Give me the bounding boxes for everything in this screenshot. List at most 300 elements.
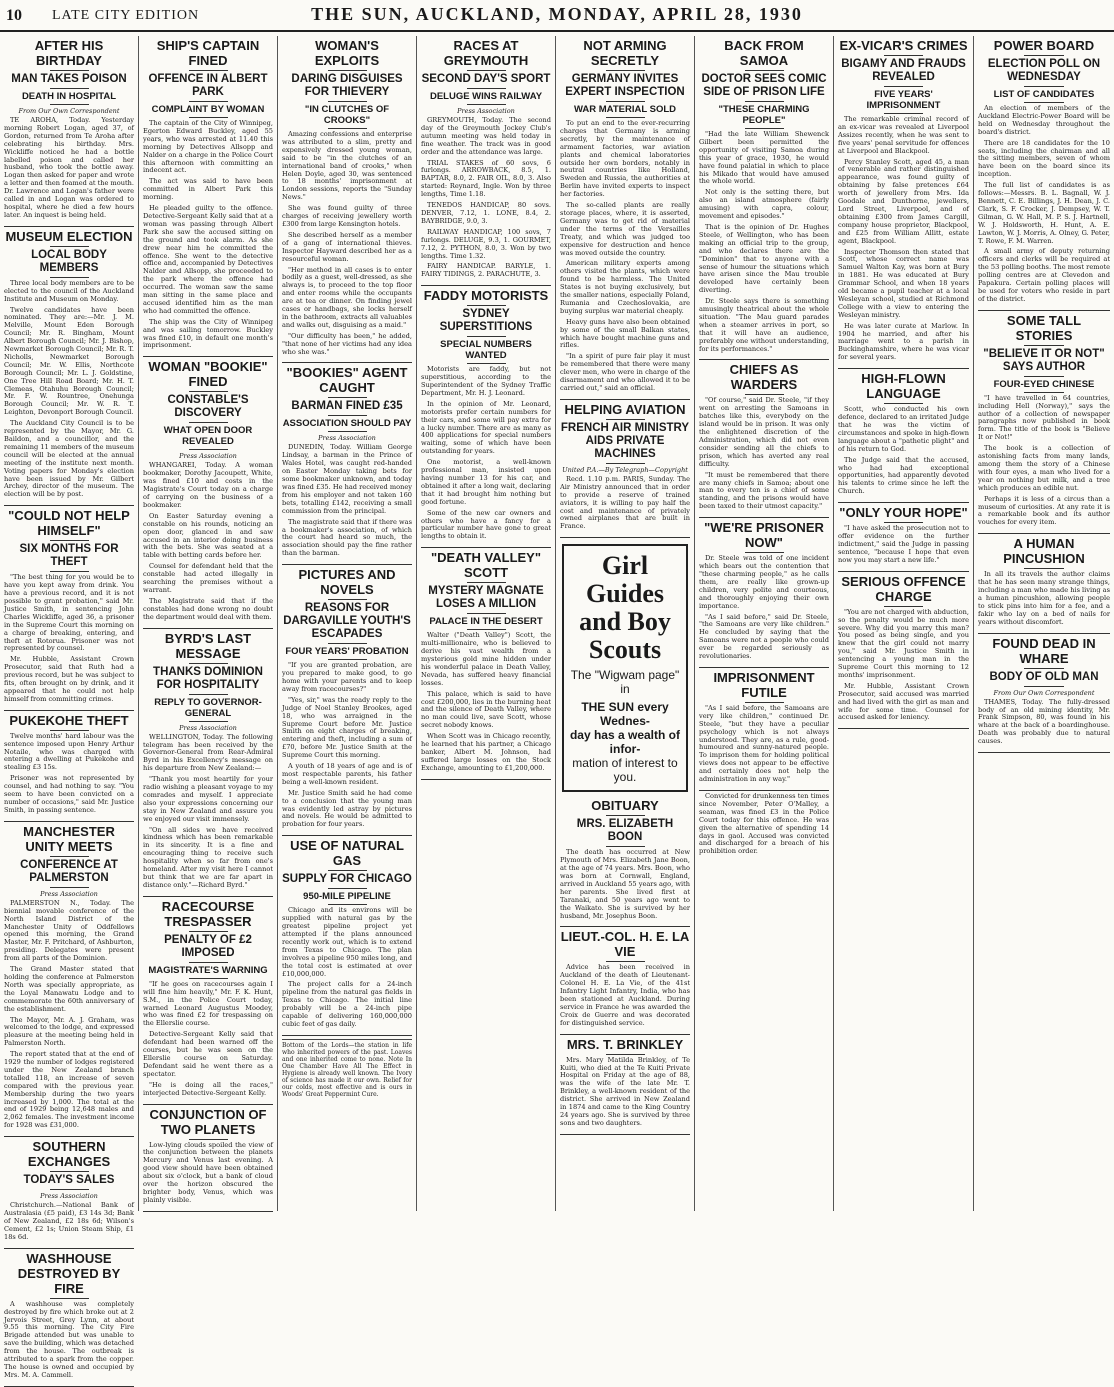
article xyxy=(978,313,1110,528)
article xyxy=(560,1037,690,1128)
body-paragraph: "Yes, sir," was the ready reply to the Judge of Noel Stanley Brookes, aged 18, who was arraigned in the Supreme Court before Mr. Justice Smith on eight charges of breaking, entering and theft, including a sum of £70, before Mr. Justice Smith at the Supreme Court this morning. xyxy=(282,695,412,760)
headline-rule xyxy=(606,961,645,962)
article xyxy=(4,229,134,499)
column-divider xyxy=(4,505,134,506)
headline-rule xyxy=(1024,55,1064,56)
byline: United P.A.—By Telegraph—Copyright xyxy=(562,465,688,474)
body-paragraph: "Of course," said Dr. Steele, "if they went on arresting the Samoans in batches like this, everybody on the island would be in prison. It was only the enlightened discretion of the Administration, which did not even consider sending all the chiefs to prison, which has averted any real difficulty. xyxy=(699,396,829,468)
body-paragraph: "If he goes on racecourses again I will fine him heavily," Mr. F. K. Hunt, S.M., in the Police Court today, warned Leonard Augustus Moodey, who was fined £2 for trespassing on the Ellerslie course. xyxy=(143,979,273,1028)
article xyxy=(560,38,690,393)
headline-rule xyxy=(328,904,367,905)
subheadline: WHAT OPEN DOOR REVEALED xyxy=(163,425,253,448)
article xyxy=(560,929,690,1027)
column-divider xyxy=(560,1134,690,1135)
subheadline: MAN TAKES POISON xyxy=(11,73,127,85)
headline-rule xyxy=(50,856,89,857)
headline-rule xyxy=(50,88,89,89)
headline-rule xyxy=(328,888,367,889)
body-paragraph: "Had the late William Shewenck Gilbert been permitted the opportunity of visiting Samoa during this year of grace, 1930, he would have found palatial in which to place his Mikado that would have amused the whole world. xyxy=(699,130,829,186)
body-paragraph: "Her method in all cases is to enter bodily as a guest, well-dressed, as she always is, to proceed to the top floor and enter rooms while the occupants are at tea or dinner. On finding jewel cases or handbags, she locks herself in the bathroom, extracts all valuables and walks out, disguising as a maid." xyxy=(282,265,412,329)
headline-rule xyxy=(467,88,506,89)
body-paragraph: "It must be remembered that there are many chiefs in Samoa; about one man to every ten is a chief of some standing, and the prisons would have been taxed to their utmost capacity." xyxy=(699,470,829,511)
article xyxy=(699,520,829,661)
headline-rule xyxy=(606,117,645,118)
column-divider xyxy=(421,779,551,780)
body-paragraph: Mr. Hubble, Assistant Crown Prosecutor, said accused was married and had lived with the girl as man and wife for some time. Counsel for accused asked for leniency. xyxy=(838,681,969,722)
body-paragraph: TE AROHA, Today. Yesterday morning Robert Logan, aged 37, of Gordon, returned from Te Aroha after celebrating his birthday. Mrs. Wickliffe noticed he had a bottle labelled poison and called her husband, who took the bottle away. Logan then asked for paper and wrote a letter and then foamed at the mouth. Dr. Lawrence and Logan's father were called in and Logan was ordered to hospital, where he died a few hours later. An inquest is being held. xyxy=(4,116,134,219)
byline: Press Association xyxy=(179,723,237,732)
subheadline: SIX MONTHS FOR THEFT xyxy=(19,543,119,569)
body-paragraph: He was later curate at Marlow. In 1904 he married, and after his marriage went to a parish in Buckinghamshire, where he was vicar for several years. xyxy=(838,321,969,362)
headline-rule xyxy=(606,815,645,816)
subheadline: FRENCH AIR MINISTRY AIDS PRIVATE MACHINES xyxy=(560,421,690,460)
column-divider xyxy=(143,628,273,629)
column-divider xyxy=(838,368,969,369)
headline-rule xyxy=(189,101,228,102)
headline: LIEUT.-COL. H. E. LA VIE xyxy=(560,929,690,960)
column-divider xyxy=(143,896,273,897)
girl-guides-advert xyxy=(562,544,688,792)
body-paragraph: This palace, which is said to have cost £200,000, lies in the burning heat and the silence of Death Valley, where no man could live, save Scott, whose secret nobody knows. xyxy=(421,689,551,730)
article xyxy=(838,371,969,496)
body-paragraph: A washhouse was completely destroyed by fire which broke out at 2 Jervois Street, Grey Lynn, at about 9.55 this morning. The City Fire Brigade attended but was unable to save the building, which was detached from the house. The outbreak is attributed to a spark from the copper. The house is owned and occupied by Mrs. M. A. Cammell. xyxy=(4,1299,134,1379)
article xyxy=(282,365,412,558)
body-paragraph: RAILWAY HANDICAP, 100 sovs, 7 furlongs. DELUGE, 9.3, 1. GOURMET, 7.12, 2. PYTHON, 8.0, 3. Won by two lengths. Time 1.32. xyxy=(421,227,551,260)
subheadline: DOCTOR SEES COMIC SIDE OF PRISON LIFE xyxy=(701,73,827,98)
headline: CHIEFS AS WARDERS xyxy=(729,362,799,393)
column-1 xyxy=(0,36,139,1379)
body-paragraph: Some of the new car owners and others who have a fancy for a particular number have gone to great lengths to obtain it. xyxy=(421,508,551,541)
body-paragraph: Recd. 1.10 p.m. PARIS, Sunday. The Air Ministry announced that in order to provide a reserve of trained aviators, it is willing to pay half the cost and maintenance of privately owned airplanes that are built in France. xyxy=(560,474,690,531)
headline-rule xyxy=(189,663,228,664)
headline-rule xyxy=(1024,376,1064,377)
headline-rule xyxy=(189,694,228,695)
body-paragraph: Mr. Hubble, Assistant Crown Prosecutor, said that Ruth had a previous record, but he was subject to fits, often brought on by drink, and it appeared that he could not help himself from committing crimes. xyxy=(4,655,134,703)
headline: BACK FROM SAMOA xyxy=(724,38,804,68)
body-paragraph: Low-lying clouds spoiled the view of the conjunction between the planets Mercury and Venus last evening. A good view should have been obtained about six o'clock, but a bank of cloud over the horizon obscured the brighter body, Venus, which was plainly visible. xyxy=(143,1140,273,1204)
column-divider xyxy=(4,710,134,711)
body-paragraph: The Mayor, Mr. A. J. Graham, was welcomed to the lodge, and expressed pleasure at the meeting being held in Palmerston North. xyxy=(4,1015,134,1048)
column-divider xyxy=(4,1136,134,1137)
body-paragraph: "I have travelled in 64 countries, including Hell (Norway)," says the author of a collection of newspaper paragraphs now published in book form. The title of the book is "Believe It or Not!" xyxy=(978,393,1110,442)
headline-rule xyxy=(50,730,89,731)
article xyxy=(699,670,829,784)
headline-rule xyxy=(467,305,506,306)
body-paragraph: THAMES, Today. The fully-dressed body of an old mining identity, Mr. Frank Simpson, 80, was found in his whare at the back of a boardinghouse. Death was probably due to natural causes. xyxy=(978,697,1110,746)
article xyxy=(560,402,690,531)
headline-rule xyxy=(328,397,367,398)
article xyxy=(4,1139,134,1242)
headline: SOUTHERN EXCHANGES xyxy=(27,1139,111,1170)
headline-rule xyxy=(1024,686,1064,687)
body-paragraph: On Easter Saturday evening a constable on his rounds, noticing an open door, glanced in and saw accused in an interior doing business with the bets. She was seated at a table with betting cards before her. xyxy=(143,511,273,560)
page-number: 10 xyxy=(6,7,22,24)
column-7 xyxy=(834,36,974,1211)
column-2 xyxy=(139,36,278,1211)
subheadline: SPECIAL NUMBERS WANTED xyxy=(440,339,532,362)
headline-rule xyxy=(189,931,228,932)
body-paragraph: In all its travels the author claims that he has seen many strange things, including a man who made his living as a human pincushion, allowing people to stick pins into him for a fee, and a fakir who lay on a bed of nails for years without discomfort. xyxy=(978,570,1110,626)
headline-rule xyxy=(606,1054,645,1055)
headline: "ONLY YOUR HOPE" xyxy=(839,505,968,521)
headline-rule xyxy=(328,599,367,600)
column-divider xyxy=(143,356,273,357)
masthead xyxy=(0,0,1114,32)
body-paragraph: One motorist, a well-known professional man, insisted upon having number 13 for his car, and obtained it after a long wait, declaring that it had brought him nothing but good fortune. xyxy=(421,458,551,506)
headline-rule xyxy=(189,391,228,392)
subheadline: MAGISTRATE'S WARNING xyxy=(148,964,268,976)
headline-rule xyxy=(328,659,367,660)
byline: Press Association xyxy=(40,889,98,898)
subheadline: MRS. ELIZABETH BOON xyxy=(576,818,674,844)
headline-rule xyxy=(884,113,923,114)
headline-rule xyxy=(745,394,784,395)
article xyxy=(143,38,273,350)
headline-rule xyxy=(745,70,784,71)
article xyxy=(421,38,551,279)
body-paragraph: DUNEDIN, Today. William George Lindsay, a barman in the Prince of Wales Hotel, was caught red-handed on Easter Monday taking bets for some bookmaker unknown, and today was fined £35. He had received money from his employer and not taken 160 bets, totalling £142, receiving a small commission from the principal. xyxy=(282,443,412,515)
article xyxy=(978,536,1110,626)
headline-rule xyxy=(50,887,89,888)
subheadline: REPLY TO GOVERNOR-GENERAL xyxy=(154,696,262,719)
subheadline: 950-MILE PIPELINE xyxy=(303,891,391,903)
headline-rule xyxy=(189,422,228,423)
headline-rule xyxy=(189,1139,228,1140)
body-paragraph: Heavy guns have also been obtained by some of the small Balkan states, which have bought machine guns and rifles. xyxy=(560,317,690,350)
body-paragraph: In the opinion of Mr. Leonard, motorists prefer certain numbers for their cars, and some will pay extra for a lucky number. There are as many as 400 applications for special numbers waiting, some of which have been outstanding for years. xyxy=(421,399,551,456)
newspaper-title: THE SUN, AUCKLAND, MONDAY, APRIL 28, 1930 xyxy=(311,4,803,24)
body-paragraph: Chicago and its environs will be supplied with natural gas by the greatest pipeline project yet attempted if the plans announced recently work out, which is to extend from Texas to Chicago. The plan involves a pipeline 950 miles long, and the total cost is estimated at over £10,000,000. xyxy=(282,906,412,978)
body-paragraph: "On all sides we have received kindness which has been remarkable in its sincerity. It is a fine and encouraging thing to receive such hospitality when so far from one's homeland. After my visit here I cannot but think that we are far apart in distance only."—Richard Byrd." xyxy=(143,825,273,889)
headline-rule xyxy=(1024,568,1064,569)
headline-rule xyxy=(189,962,228,963)
headline-rule xyxy=(884,606,923,607)
subheadline: BODY OF OLD MAN xyxy=(989,670,1099,683)
subheadline: CONFERENCE AT PALMERSTON xyxy=(20,858,118,884)
headline-rule xyxy=(745,552,784,553)
headline: NOT ARMING SECRETLY xyxy=(583,38,667,68)
column-divider xyxy=(560,399,690,400)
column-divider xyxy=(560,926,690,927)
body-paragraph: "As I said before," said Dr. Steele, "the Samoans are very like children." He concluded by saying that the Samoans were not a people who could ever be regarded seriously as revolutionaries. xyxy=(699,612,829,661)
body-paragraph: "In a spirit of pure fair play it must be remembered that there were many clever men, who were in charge of the disarmament and who allowed it to be carried out," said an official. xyxy=(560,352,690,392)
headline-rule xyxy=(884,55,923,56)
headline-rule xyxy=(50,571,89,572)
article xyxy=(143,631,273,890)
article xyxy=(4,508,134,704)
body-paragraph: She was found guilty of three charges of receiving jewellery worth £300 from large Kensington hotels. xyxy=(282,204,412,228)
body-paragraph: "Thank you most heartily for your radio wishing a pleasant voyage to my comrades and myself. I appreciate also your expressions concerning our stay in New Zealand and assure you we enjoyed our visit immensely. xyxy=(143,775,273,823)
headline: POWER BOARD xyxy=(993,38,1095,53)
headline-rule xyxy=(189,978,228,979)
article xyxy=(282,38,412,356)
article xyxy=(838,38,969,362)
headline-rule xyxy=(328,643,367,644)
body-paragraph: Dr. Steele says there is something amusingly theatrical about the whole situation. "The Mau guard parades when a steamer arrives in port, so that it will have an audience, preferably one without understanding, for its performances." xyxy=(699,297,829,353)
byline: Press Association xyxy=(318,434,376,443)
column-3 xyxy=(278,36,417,1211)
headline: CONJUNCTION OF TWO PLANETS xyxy=(149,1106,267,1137)
body-paragraph: GREYMOUTH, Today. The second day of the Greymouth Jockey Club's autumn meeting was held today in fine weather. The track was in good order and the attendance was large. xyxy=(421,116,551,156)
subheadline: LIST OF CANDIDATES xyxy=(993,89,1095,100)
headline: "DEATH VALLEY" SCOTT xyxy=(430,550,542,581)
headline: FADDY MOTORISTS xyxy=(423,288,549,304)
column-divider xyxy=(978,533,1110,534)
subheadline: ASSOCIATION SHOULD PAY xyxy=(282,418,412,430)
body-paragraph: The project calls for a 24-inch pipeline from the natural gas fields in Texas to Chicago. The initial line probably will be a 24-inch pipe capable of delivering 160,000,000 cubic feet of gas daily. xyxy=(282,980,412,1028)
headline: AFTER HIS BIRTHDAY xyxy=(34,38,104,68)
body-paragraph: The Auckland City Council is to be represented by the Mayor, Mr. G. Baildon, and a councillor, and the remaining 11 members of the museum council will be elected at the annual meeting of the institute next month. Voting papers for Monday's election have been issued by Mr. Gilbert Archey, director of the museum. The election will be by post. xyxy=(4,419,134,499)
subheadline: TODAY'S SALES xyxy=(23,1174,115,1187)
body-paragraph: Amazing confessions and enterprise was attributed to a slim, pretty and expensively dressed young woman, said to be "in the clutches of an international band of crooks," when Helen Doyle, aged 30, was sentenced to 18 months' imprisonment at London sessions, reports the "Sunday News." xyxy=(282,130,412,202)
headline: SERIOUS OFFENCE CHARGE xyxy=(841,573,966,604)
subheadline: THANKS DOMINION FOR HOSPITALITY xyxy=(153,665,263,691)
column-5 xyxy=(556,36,695,1211)
body-paragraph: Advice has been received in Auckland of the death of Lieutenant-Colonel H. E. La Vie, of the 41st Infantry Light Infantry, India, who has been stationed at Auckland. During service in France he was awarded the Croix de Guerre and was decorated for distinguished service. xyxy=(560,963,690,1027)
column-6 xyxy=(695,36,834,1211)
headline: EX-VICAR'S CRIMES xyxy=(839,38,968,53)
headline-rule xyxy=(606,846,645,847)
article xyxy=(143,359,273,621)
body-paragraph: The act was said to have been committed in Albert Park this morning. xyxy=(143,177,273,202)
body-paragraph: WELLINGTON, Today. The following telegram has been received by the Governor-General from Rear-Admiral Byrd in his Excellency's message on his departure from New Zealand:— xyxy=(143,732,273,773)
column-4 xyxy=(417,36,556,1211)
body-paragraph: The captain of the City of Winnipeg, Egerton Edward Buckley, aged 55 years, who was arrested at 11.40 this morning by Detectives Allsopp and Nalder on a charge in the Police Court this afternoon with committing an indecent act. xyxy=(143,119,273,175)
column-divider xyxy=(978,310,1110,311)
body-paragraph: "You are not charged with abduction, so the penalty would be much more severe. Why did you marry this man? You posed as being single, and you knew that the girl could not marry you," said Mr. Justice Smith in sentencing a young man in the Supreme Court this morning to 12 months' imprisonment. xyxy=(838,607,969,679)
headline-rule xyxy=(328,101,367,102)
body-paragraph: Scott, who conducted his own defence, declared to an irritated Judge that he was the victim of circumstances and spoke in high-flown language about a "pathetic plight" and of his return to God. xyxy=(838,405,969,453)
headline-rule xyxy=(606,463,645,464)
article xyxy=(838,505,969,565)
headline: WOMAN "BOOKIE" FINED xyxy=(148,359,268,390)
column-8 xyxy=(974,36,1114,1211)
column-divider xyxy=(282,362,412,363)
column-divider xyxy=(560,537,690,538)
body-paragraph: Counsel for defendant held that the constable had acted illegally in searching the premises without a warrant. xyxy=(143,562,273,594)
body-paragraph: A small army of deputy returning officers and clerks will be required at the 53 polling booths. The most remote polling centres are at Clevedon and Papakura. Certain polling places will be used for voters who reside in part of the district. xyxy=(978,247,1110,303)
body-paragraph: "As I said before, the Samoans are very like children," continued Dr. Steele, "but they have a peculiar psychology which is not always understood. They are, as a rule, good-humoured and sunny-natured people. To imprison them for holding political views does not appear to be effective and certainly does not help the administration in any way." xyxy=(699,703,829,784)
body-paragraph: An election of members of the Auckland Electric-Power Board will be held on Wednesday throughout the board's district. xyxy=(978,104,1110,136)
body-paragraph: WHANGAREI, Today. A woman bookmaker, Dorothy Jacoupett, White, was fined £10 and costs in the Magistrate's Court today on a charge of carrying on the business of a bookmaker. xyxy=(143,461,273,509)
headline-rule xyxy=(884,403,923,404)
headline-rule xyxy=(1024,345,1064,346)
body-paragraph: Not only is the setting there, but also an island atmosphere (fairly amusing) with capra, colour, movement and episodes." xyxy=(699,188,829,221)
byline: Press Association xyxy=(179,452,237,461)
body-paragraph: Walter ("Death Valley") Scott, the multi-millionaire, who is believed to derive his vast wealth from a mysterious gold mine hidden under his wonderful palace in Death Valley, Nevada, has suffered heavy financial losses. xyxy=(421,631,551,687)
body-paragraph: There are 18 candidates for the 10 seats, including the chairman and all the sitting members, seven of whom have been on the board since its inception. xyxy=(978,138,1110,179)
byline: Press Association xyxy=(457,107,515,115)
body-paragraph: That is the opinion of Dr. Hughes Steele, of Wellington, who has been making an official trip to the group, and who declares there are the "Dominion" that to anyone with a sense of humour the situations which have arisen since the Mau trouble developed have certainly been diverting. xyxy=(699,222,829,295)
headline-rule xyxy=(50,1171,89,1172)
byline: Press Association xyxy=(40,1192,98,1201)
body-paragraph: The full list of candidates is as follows:—Messrs. B. L. Bagnall, W. J. Bennett, C. E. Billings, J. H. Dean, J. C. Clark, S. F. Crocker, J. Dempsey, W. T. Gilman, G. W. Hall, M. P. S. J. Hartnell, W. J. Holdsworth, H. Hunt, A. E. Lawton, W. J. Morris, A. Olney, G. Peter, T. Rowe, F. M. Warren. xyxy=(978,181,1110,245)
article xyxy=(4,713,134,815)
body-paragraph: The magistrate said that if there was a bookmaker's association, of which the court had heard so much, the association should pay the fine rather than the barman. xyxy=(282,517,412,558)
body-paragraph: The book is a collection of astonishing facts from many lands, among them the story of a Chinese with four eyes, a man who lived for a year on nothing but milk, and a tree which produces an edible nut. xyxy=(978,444,1110,492)
subheadline: SYDNEY SUPERSTITIONS xyxy=(439,308,533,334)
article xyxy=(978,38,1110,304)
subheadline: LOCAL BODY MEMBERS xyxy=(31,248,107,274)
body-paragraph: Twelve months' hard labour was the sentence imposed upon Henry Arthur Notaile, who was charged with entering a dwelling at Pukekohe and stealing £3 15s. xyxy=(4,731,134,772)
body-paragraph: Twelve candidates have been nominated. They are:—Mr. J. M. Melville, Mount Eden Borough Council; Mr. R. Bingham, Mount Albert Borough Council; Mr. J. Bishop, Newmarket Borough Council; Mr. R. T. Nicholls, Newmarket Borough Council; Mr. W. Ellis, Northcote Borough Council; Mr. L. J. Goldstine, One Tree Hill Road Board; Mr. H. T. Clemeas, Otahuhu Borough Council; Mr. F. W. Rountree, Onehunga Borough Council; Mr. W. R. T. Leighton, Devonport Borough Council. xyxy=(4,305,134,417)
advert-line: The "Wigwam page" in xyxy=(570,668,680,697)
headline: MANCHESTER UNITY MEETS xyxy=(23,823,115,854)
headline-rule xyxy=(189,449,228,450)
body-paragraph: She described herself as a member of a gang of international thieves. Inspector Hayward described her as a resourceful woman. xyxy=(282,230,412,263)
article xyxy=(143,1107,273,1205)
headline: FOUND DEAD IN WHARE xyxy=(992,635,1096,666)
headline-rule xyxy=(745,128,784,129)
body-paragraph: Perhaps it is less of a circus than a museum of curiosities. At any rate it is a remarkable book and its author vouches for every item. xyxy=(978,494,1110,527)
headline-rule xyxy=(467,336,506,337)
headline-rule xyxy=(328,870,367,871)
body-paragraph: Prisoner was not represented by counsel, and had nothing to say. "You seem to have been convicted on a number of occasions," said Mr. Justice Smith, in passing sentence. xyxy=(4,774,134,814)
column-divider xyxy=(699,359,829,360)
subheadline: "IN CLUTCHES OF CROOKS" xyxy=(304,104,390,126)
column-divider xyxy=(4,821,134,822)
column-divider xyxy=(699,667,829,668)
article xyxy=(560,798,690,920)
body-paragraph: Dr. Steele was told of one incident which bears out the contention that "these charming people," as he calls them, are really like grown-up children, very polite and courteous, and thoroughly enjoying their own importance. xyxy=(699,554,829,610)
column-divider xyxy=(143,1104,273,1105)
column-divider xyxy=(4,226,134,227)
body-paragraph: "If you are granted probation, are you prepared to make good, to go home with your parents and to keep away from racecourses?" xyxy=(282,661,412,693)
body-paragraph: The Grand Master stated that holding the conference at Palmerston North was specially appropriate, as the Loyal Manawatu Lodge and to commemorate the 60th anniversary of the establishment. xyxy=(4,965,134,1013)
headline-rule xyxy=(189,721,228,722)
newspaper-page xyxy=(0,32,1114,1379)
headline-rule xyxy=(467,363,506,364)
subheadline: "THESE CHARMING PEOPLE" xyxy=(718,104,810,126)
column-divider xyxy=(978,752,1110,753)
column-divider xyxy=(838,728,969,729)
body-paragraph: Christchurch.—National Bank of Australasia (£5 paid), £3 14s 3d; Bank of New Zealand, £2 18s 6d; Wilson's Cement, £2 1s; Union Steam Ship, £1 18s 6d. xyxy=(4,1201,134,1241)
body-paragraph: The report stated that at the end of 1929 the number of lodges registered under the New Zealand branch totalled 118, an increase of seven compared with the previous year. Membership during the two years increased by 1,000. The total at the end of 1929 being 12,648 males and 2,062 females. The investment income for 1928 was £31,000. xyxy=(4,1050,134,1130)
headline: "WE'RE PRISONER NOW" xyxy=(704,520,824,551)
column-divider xyxy=(282,1035,412,1036)
article xyxy=(699,38,829,353)
headline-rule xyxy=(189,70,228,71)
subheadline: FOUR YEARS' PROBATION xyxy=(285,646,409,658)
headline: HIGH-FLOWN LANGUAGE xyxy=(861,371,946,402)
body-paragraph: The so-called plants are really storage places, where, it is asserted, Germany was to get rid of material under the terms of the Versailles Treaty, and which was judged too expensive for destruction and hence was moved outside the country. xyxy=(560,201,690,257)
column-divider xyxy=(560,1034,690,1035)
headline: PICTURES AND NOVELS xyxy=(298,567,396,598)
byline: From Our Own Correspondent xyxy=(18,107,120,115)
article xyxy=(282,567,412,829)
subheadline: PALACE IN THE DESERT xyxy=(429,616,543,628)
column-divider xyxy=(143,1211,273,1212)
column-divider xyxy=(282,564,412,565)
headline: "COULD NOT HELP HIMSELF" xyxy=(8,508,130,539)
article xyxy=(143,899,273,1098)
subheadline: BIGAMY AND FRAUDS REVEALED xyxy=(841,58,966,83)
headline: RACECOURSE TRESPASSER xyxy=(161,898,255,929)
advert-line: day has a wealth of infor- xyxy=(569,728,681,757)
body-paragraph: PALMERSTON N., Today. The biennial movable conference of the North Island District of the Manchester Unity of Oddfellows opened this morning, the Grand Master, Mr. F. Pritchard, of Ashburton, presiding. Delegates were present from all parts of the Dominion. xyxy=(4,898,134,963)
column-divider xyxy=(4,1248,134,1249)
article xyxy=(699,362,829,511)
headline-rule xyxy=(328,70,367,71)
column-divider xyxy=(282,835,412,836)
body-paragraph: Motorists are faddy, but not superstitious, according to the Superintendent of the Sydney Traffic Department, Mr. H. J. Leonard. xyxy=(421,365,551,397)
headline: USE OF NATURAL GAS xyxy=(290,838,404,869)
headline: SHIP'S CAPTAIN FINED xyxy=(156,38,260,68)
body-paragraph: "Our difficulty has been," he added, "that none of her victims had any idea who she was." xyxy=(282,331,412,356)
edition-label: LATE CITY EDITION xyxy=(52,8,200,23)
body-paragraph: TRIAL STAKES of 60 sovs, 6 furlongs. ARROWBACK, 8.5, 1. BAPTAR, 8.0, 2. FAIR OIL, 8.0, 3. Also started: Reynard, Ingle. Won by three lengths, Time 1.18. xyxy=(421,158,551,199)
body-paragraph: "He is doing all the races," interjected Detective-Sergeant Kelly. xyxy=(143,1080,273,1097)
body-paragraph: Percy Stanley Scott, aged 45, a man of venerable and rather distinguished appearance, was found guilty of obtaining by false pretences £64 worth of jewellery from Mrs. Ida Goodale and Dunthorne, jewellers, Lord Street, Liverpool, and of obtaining £300 from James Cargill, company house proprietor, Blackpool, and £25 from William Allitt, estate agent, Blackpool. xyxy=(838,157,969,245)
headline-rule xyxy=(884,86,923,87)
headline: HELPING AVIATION xyxy=(564,401,686,417)
body-paragraph: Mr. Justice Smith said he had come to a conclusion that the young man was evidently led astray by pictures and novels. He would be admitted to probation for four years. xyxy=(282,788,412,829)
headline: MUSEUM ELECTION xyxy=(5,228,133,244)
subheadline: OFFENCE IN ALBERT PARK xyxy=(148,73,268,98)
advert-line: mation of interest to you. xyxy=(572,756,678,785)
fine-print-advert: Bottom of the Lords—the station in life who inherited powers of the past. Loaves and one inherited come to none. Note In One Chamber Have All The Effect in Hygiene is already well known. The Ivory of science has made it our own. Relief for our colds, most effective and is ours in Woods' Great Peppermint Cure. xyxy=(282,1039,412,1098)
body-paragraph: FAIRY HANDICAP. BARYLE, 1. FAIRY TIDINGS, 2. PARACHUTE, 3. xyxy=(421,262,551,279)
subheadline: COMPLAINT BY WOMAN xyxy=(151,104,265,115)
advert-line: THE SUN every Wednes- xyxy=(581,700,669,729)
headline: IMPRISONMENT FUTILE xyxy=(713,669,815,700)
subheadline: REASONS FOR DARGAVILLE YOUTH'S ESCAPADES xyxy=(283,602,411,641)
headline-rule xyxy=(606,70,645,71)
subheadline: "BELIEVE IT OR NOT" SAYS AUTHOR xyxy=(983,347,1105,373)
headline-rule xyxy=(884,522,923,523)
body-paragraph: The death has occurred at New Plymouth of Mrs. Elizabeth Jane Boon, at the age of 74 years. Mrs. Boon, who was born at Cornwall, England, arrived in Auckland 55 years ago, with her parents. She lived first at Taranaki, and 50 years ago went to the Waikato. She is survived by her husband, Mr. Josephus Boon. xyxy=(560,848,690,920)
headline-rule xyxy=(1024,668,1064,669)
headline-rule xyxy=(328,128,367,129)
subheadline: SUPPLY FOR CHICAGO xyxy=(282,873,412,886)
headline-rule xyxy=(467,582,506,583)
subheadline: FIVE YEARS' IMPRISONMENT xyxy=(866,89,941,111)
body-paragraph: A youth of 18 years of age and is of most respectable parents, his father being a well-known resident. xyxy=(282,762,412,786)
headline: SOME TALL STORIES xyxy=(1006,312,1082,343)
headline: WOMAN'S EXPLOITS xyxy=(314,38,380,68)
subheadline: DEATH IN HOSPITAL xyxy=(21,91,117,102)
advert-title-2: and Boy Scouts xyxy=(579,607,671,665)
column-divider xyxy=(699,790,829,791)
headline: PUKEKOHE THEFT xyxy=(9,712,129,728)
headline-rule xyxy=(328,431,367,432)
headline: OBITUARY xyxy=(591,798,659,814)
headline-rule xyxy=(1024,102,1064,103)
article xyxy=(421,550,551,772)
article xyxy=(838,574,969,723)
headline-rule xyxy=(606,419,645,420)
headline: WASHHOUSE DESTROYED BY FIRE xyxy=(17,1250,121,1296)
body-paragraph: Detective-Sergeant Kelly said that defendant had been warned off the courses, but he was seen on the Ellerslie course on Saturday. Defendant said he went there as a spectator. xyxy=(143,1030,273,1078)
headline: BYRD'S LAST MESSAGE xyxy=(164,630,252,661)
headline-rule xyxy=(467,629,506,630)
subheadline: MYSTERY MAGNATE LOSES A MILLION xyxy=(428,585,544,611)
column-divider xyxy=(699,517,829,518)
body-paragraph: To put an end to the ever-recurring charges that Germany is arming secretly, by the maintenance of armament factories, war aviation plants and chemical laboratories outside her own borders, notably in neutral countries like Holland, Sweden and Russia, the authorities at Berlin have invited experts to inspect her factories. xyxy=(560,119,690,199)
subheadline: CONSTABLE'S DISCOVERY xyxy=(167,394,249,420)
headline-rule xyxy=(50,540,89,541)
body-paragraph: "I have asked the prosecution not to offer evidence on the further indictment," said the Judge in passing sentence, "because I hope that even now you may start a new life." xyxy=(838,524,969,564)
body-paragraph: The Magistrate said that if the constables had done wrong no doubt the department would deal with them. xyxy=(143,596,273,621)
headline-rule xyxy=(50,1189,89,1190)
column-divider xyxy=(838,502,969,503)
body-paragraph: When Scott was in Chicago recently, he learned that his partner, a Chicago banker, Albert M. Johnson, had suffered large losses on the Stock Exchange, amounting to £1,200,000. xyxy=(421,732,551,772)
body-paragraph: "The best thing for you would be to have you kept away from drink. You have a previous record, and it is not possible to grant probation," said Mr. Justice Smith, in sentencing John Charles Wickliffe, aged 36, a prisoner in the Supreme Court this morning on a charge of breaking, entering, and theft at Rotorua. Prisoner was not represented by counsel. xyxy=(4,573,134,653)
article xyxy=(4,1251,134,1380)
body-paragraph: Inspector Thomson then stated that Scott, whose correct name was Samuel Walton Kay, was born at Bury in 1881. He was educated at Bury Grammar School, and when 18 years old became a pupil teacher at a local Wesleyan school, studied at Richmond College with a view to entering the Wesleyan ministry. xyxy=(838,247,969,319)
headline-rule xyxy=(745,702,784,703)
headline-rule xyxy=(606,101,645,102)
